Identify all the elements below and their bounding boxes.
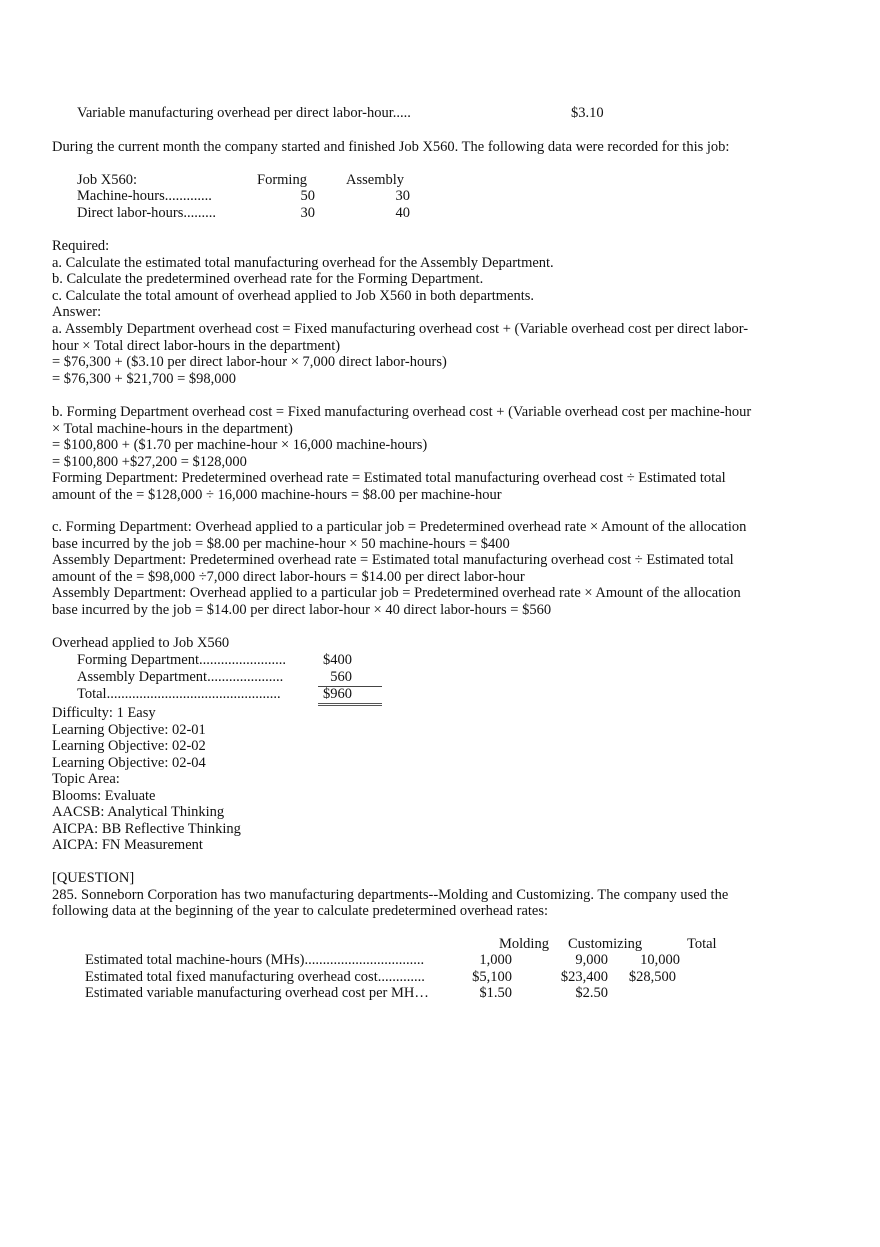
meta-line: AICPA: BB Reflective Thinking — [52, 820, 241, 837]
job-row-forming: 30 — [300, 205, 315, 221]
applied-total-value — [318, 686, 382, 706]
job-table-header-assembly: Assembly — [346, 172, 404, 188]
required-line: a. Calculate the estimated total manufacturing overhead for the Assembly Department. — [52, 254, 554, 271]
applied-row-value — [318, 669, 382, 687]
job-row-label: Direct labor-hours......... — [77, 205, 217, 221]
answer-b-line: b. Forming Department overhead cost = Fixed manufacturing overhead cost + (Variable overhead cost per machine-hour — [52, 404, 752, 420]
dept-header-total: Total — [687, 936, 717, 952]
required-line: c. Calculate the total amount of overhead applied to Job X560 in both departments. — [52, 287, 534, 304]
dept-row-label: Estimated total machine-hours (MHs)................................. — [85, 952, 425, 968]
answer-c-line: base incurred by the job = $8.00 per machine-hour × 50 machine-hours = $400 — [52, 535, 510, 552]
dept-row-customizing: 9,000 — [575, 952, 608, 968]
answer-label: Answer: — [52, 304, 102, 320]
required-section — [52, 238, 752, 321]
dept-row-molding: $1.50 — [479, 985, 512, 1001]
intro-paragraph: During the current month the company started and finished Job X560. The following data were recorded for this job: — [52, 139, 730, 155]
job-row-label: Machine-hours............. — [77, 188, 212, 204]
dept-row-total: 10,000 — [640, 952, 680, 968]
dept-row-customizing: $23,400 — [560, 969, 608, 985]
answer-b-line: Forming Department: Predetermined overhead rate = Estimated total manufacturing overhead cost ÷ Estimated total — [52, 470, 726, 486]
answer-a-line: hour × Total direct labor-hours in the department) — [52, 337, 341, 354]
question-tag: [QUESTION] — [52, 870, 135, 886]
meta-line: AICPA: FN Measurement — [52, 837, 203, 853]
top-rate-label: Variable manufacturing overhead per direct labor-hour..... — [77, 105, 411, 121]
question-metadata — [52, 705, 752, 854]
question-line: 285. Sonneborn Corporation has two manufacturing departments--Molding and Customizing. The company used the — [52, 886, 729, 903]
answer-c-line: c. Forming Department: Overhead applied to a particular job = Predetermined overhead rate × Amount of the allocation — [52, 519, 747, 535]
job-row-assembly: 30 — [395, 188, 410, 204]
meta-line: Topic Area: — [52, 771, 120, 787]
answer-b-line: amount of the = $128,000 ÷ 16,000 machine-hours = $8.00 per machine-hour — [52, 486, 502, 503]
required-line: Required: — [52, 238, 110, 254]
applied-title: Overhead applied to Job X560 — [52, 635, 230, 651]
answer-b-line: = $100,800 + ($1.70 per machine-hour × 16,000 machine-hours) — [52, 437, 428, 453]
question-line: following data at the beginning of the year to calculate predetermined overhead rates: — [52, 903, 549, 919]
answer-a-line: = $76,300 + ($3.10 per direct labor-hour × 7,000 direct labor-hours) — [52, 354, 447, 370]
question-block — [52, 870, 752, 920]
answer-c-line: base incurred by the job = $14.00 per direct labor-hour × 40 direct labor-hours = $560 — [52, 601, 552, 618]
dept-row-label: Estimated variable manufacturing overhead cost per MH… — [85, 985, 429, 1001]
dept-row-total: $28,500 — [628, 969, 676, 985]
answer-b-line: = $100,800 +$27,200 = $128,000 — [52, 453, 247, 470]
answer-c — [52, 519, 752, 618]
meta-line: Difficulty: 1 Easy — [52, 705, 156, 721]
applied-row-value: $400 — [323, 652, 352, 668]
answer-a — [52, 321, 752, 387]
dept-row-label: Estimated total fixed manufacturing overhead cost............. — [85, 969, 425, 985]
job-table-title: Job X560: — [77, 172, 138, 188]
applied-assembly-value: 560 — [330, 669, 352, 685]
dept-row-customizing: $2.50 — [575, 985, 608, 1001]
applied-row-label: Total................................................ — [77, 686, 281, 702]
dept-row-molding: 1,000 — [479, 952, 512, 968]
meta-line: Learning Objective: 02-04 — [52, 754, 206, 771]
answer-c-line: amount of the = $98,000 ÷7,000 direct labor-hours = $14.00 per direct labor-hour — [52, 568, 525, 585]
required-line: b. Calculate the predetermined overhead rate for the Forming Department. — [52, 271, 484, 287]
answer-b-line: × Total machine-hours in the department) — [52, 420, 293, 437]
answer-a-line: a. Assembly Department overhead cost = Fixed manufacturing overhead cost + (Variable overhead cost per direct labor- — [52, 321, 749, 337]
dept-row-molding: $5,100 — [472, 969, 512, 985]
dept-header-customizing: Customizing — [568, 936, 643, 952]
applied-row-label: Forming Department........................ — [77, 652, 287, 668]
answer-c-line: Assembly Department: Overhead applied to a particular job = Predetermined overhead rate × Amount of the allocation — [52, 585, 741, 601]
answer-c-line: Assembly Department: Predetermined overhead rate = Estimated total manufacturing overhead cost ÷ Estimated total — [52, 552, 734, 568]
meta-line: Learning Objective: 02-01 — [52, 721, 206, 738]
top-rate-value: $3.10 — [571, 105, 604, 121]
meta-line: Learning Objective: 02-02 — [52, 738, 206, 754]
answer-a-line: = $76,300 + $21,700 = $98,000 — [52, 370, 237, 387]
applied-row-label: Assembly Department..................... — [77, 669, 284, 685]
dept-header-molding: Molding — [499, 936, 549, 952]
meta-line: Blooms: Evaluate — [52, 787, 156, 804]
answer-b — [52, 404, 752, 503]
applied-total-text: $960 — [323, 686, 352, 702]
meta-line: AACSB: Analytical Thinking — [52, 804, 225, 820]
job-table-header-forming: Forming — [257, 172, 307, 188]
job-row-assembly: 40 — [395, 205, 410, 221]
job-row-forming: 50 — [300, 188, 315, 204]
